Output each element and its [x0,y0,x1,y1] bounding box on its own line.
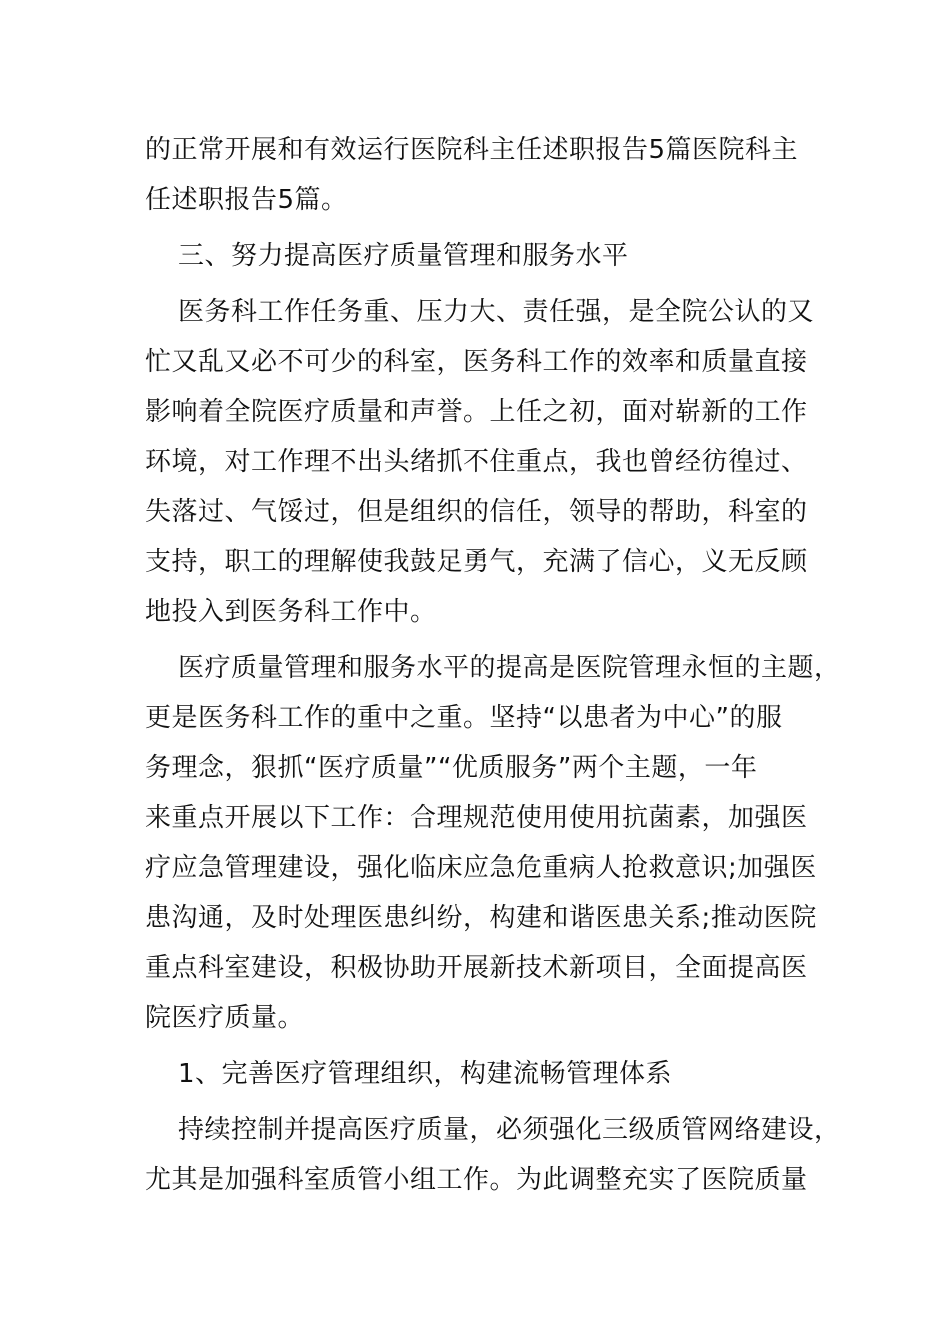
text-line: 尤其是加强科室质管小组工作。为此调整充实了医院质量 [145,1165,808,1195]
text-line: 地投入到医务科工作中。 [145,597,437,627]
text-line: 的正常开展和有效运行医院科主任述职报告5篇医院科主 [145,135,799,165]
text-line: 支持，职工的理解使我鼓足勇气，充满了信心，义无反顾 [145,547,808,577]
text-line: 重点科室建设，积极协助开展新技术新项目，全面提高医 [145,953,808,983]
text-line: 医疗质量管理和服务水平的提高是医院管理永恒的主题， [178,653,841,683]
text-line: 疗应急管理建设，强化临床应急危重病人抢救意识;加强医 [145,853,817,883]
text-line: 任述职报告5篇。 [145,185,348,215]
text-line: 院医疗质量。 [145,1003,305,1033]
text-line: 患沟通，及时处理医患纠纷，构建和谐医患关系;推动医院 [145,903,817,933]
text-line: 影响着全院医疗质量和声誉。上任之初，面对崭新的工作 [145,397,808,427]
subsection-heading: 1、完善医疗管理组织，构建流畅管理体系 [178,1059,673,1089]
text-line: 失落过、气馁过，但是组织的信任，领导的帮助，科室的 [145,497,808,527]
text-line: 医务科工作任务重、压力大、责任强，是全院公认的又 [178,297,815,327]
text-line: 务理念，狠抓“医疗质量”“优质服务”两个主题，一年 [145,753,758,783]
section-heading: 三、努力提高医疗质量管理和服务水平 [178,241,629,271]
text-line: 忙又乱又必不可少的科室，医务科工作的效率和质量直接 [145,347,808,377]
text-line: 更是医务科工作的重中之重。坚持“以患者为中心”的服 [145,703,783,733]
text-line: 来重点开展以下工作：合理规范使用使用抗菌素，加强医 [145,803,808,833]
text-line: 环境，对工作理不出头绪抓不住重点，我也曾经彷徨过、 [145,447,808,477]
text-line: 持续控制并提高医疗质量，必须强化三级质管网络建设， [178,1115,841,1145]
